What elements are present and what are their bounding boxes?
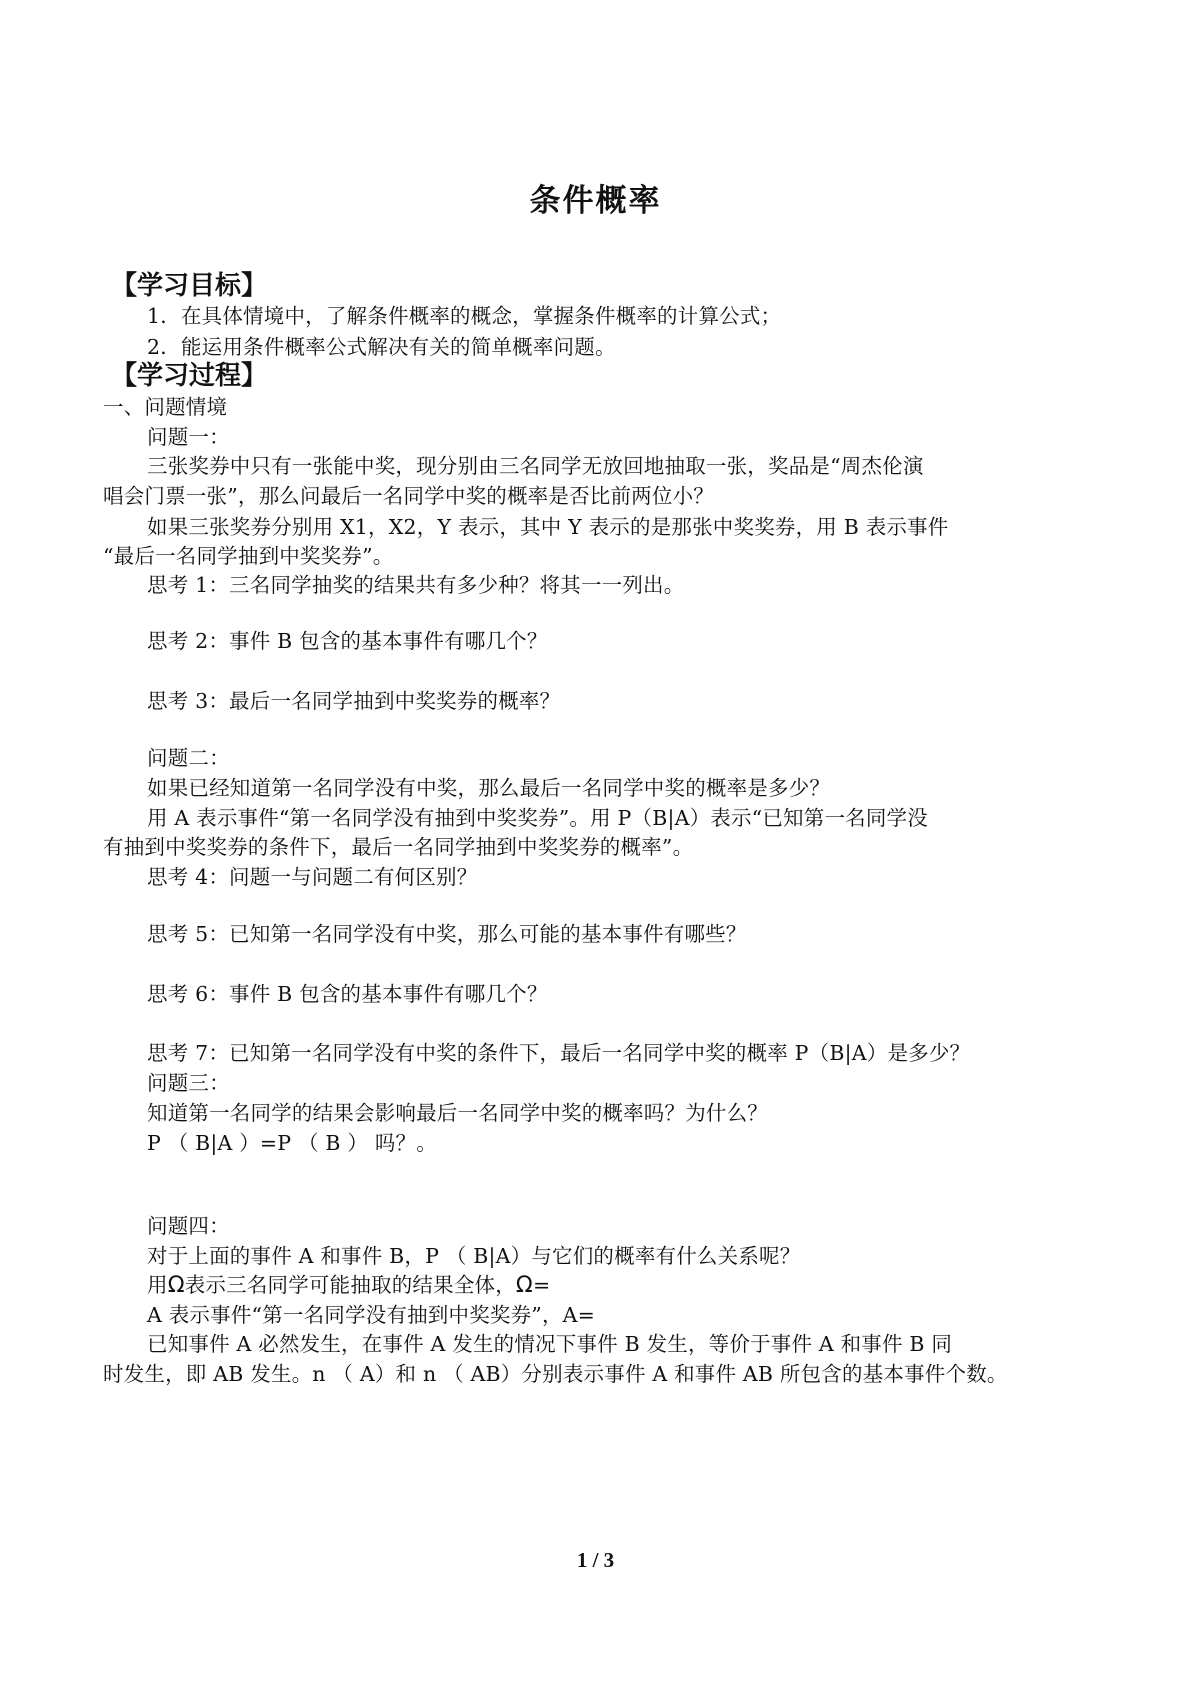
problem-label-2: 问题二： [147,746,230,770]
paragraph-line: “最后一名同学抽到中奖奖券”。 [103,544,394,568]
event-a-definition: A 表示事件“第一名同学没有抽到中奖奖券”，A= [147,1303,596,1327]
paragraph-line: 对于上面的事件 A 和事件 B，P （ B|A）与它们的概率有什么关系呢？ [147,1244,801,1268]
problem-label-4: 问题四： [147,1214,230,1238]
section-heading-goals: 【学习目标】 [111,271,268,301]
paragraph-line: 有抽到中奖奖券的条件下，最后一名同学抽到中奖奖券的概率”。 [103,835,694,859]
omega-equals: = [532,1273,551,1297]
omega-prefix: 用 [147,1273,168,1297]
thinking-question-1: 思考 1：三名同学抽奖的结果共有多少种？将其一一列出。 [147,573,685,597]
paragraph-line: 已知事件 A 必然发生，在事件 A 发生的情况下事件 B 发生，等价于事件 A 和事件 B 同 [147,1332,953,1356]
paragraph-line: 唱会门票一张”，那么问最后一名同学中奖的概率是否比前两位小？ [103,484,714,508]
thinking-question-6: 思考 6：事件 B 包含的基本事件有哪几个？ [147,982,548,1006]
paragraph-line: 用 A 表示事件“第一名同学没有抽到中奖奖券”。用 P（B|A）表示“已知第一名同学没 [147,806,928,830]
page-number: 1 / 3 [576,1548,615,1572]
paragraph-line: 三张奖券中只有一张能中奖，现分别由三名同学无放回地抽取一张，奖品是“周杰伦演 [147,454,924,478]
paragraph-line: 知道第一名同学的结果会影响最后一名同学中奖的概率吗？为什么？ [147,1101,768,1125]
thinking-question-7: 思考 7：已知第一名同学没有中奖的条件下，最后一名同学中奖的概率 P（B|A）是多少？ [147,1041,971,1065]
thinking-question-5: 思考 5：已知第一名同学没有中奖，那么可能的基本事件有哪些？ [147,922,747,946]
paragraph-line: 如果三张奖券分别用 X1，X2，Y 表示，其中 Y 表示的是那张中奖奖券，用 B 表示事件 [147,515,949,539]
thinking-question-3: 思考 3：最后一名同学抽到中奖奖券的概率？ [147,689,561,713]
paragraph-line: 如果已经知道第一名同学没有中奖，那么最后一名同学中奖的概率是多少？ [147,776,831,800]
thinking-question-4: 思考 4：问题一与问题二有何区别？ [147,865,478,889]
section-heading-process: 【学习过程】 [111,361,268,391]
omega-text: 表示三名同学可能抽取的结果全体， [184,1273,516,1297]
page-title: 条件概率 [529,183,662,219]
formula-line: P （ B|A ）=P （ B ） 吗？。 [147,1131,437,1155]
goal-item-1: 1．在具体情境中，了解条件概率的概念，掌握条件概率的计算公式； [147,304,782,328]
omega-symbol: Ω [167,1273,185,1298]
thinking-question-2: 思考 2：事件 B 包含的基本事件有哪几个？ [147,629,548,653]
omega-definition-line [147,1268,550,1298]
subsection-heading: 一、问题情境 [103,395,228,419]
problem-label-1: 问题一： [147,425,230,449]
omega-symbol: Ω [515,1273,533,1298]
goal-item-2: 2．能运用条件概率公式解决有关的简单概率问题。 [147,335,616,359]
problem-label-3: 问题三： [147,1071,230,1095]
paragraph-line: 时发生，即 AB 发生。n （ A）和 n （ AB）分别表示事件 A 和事件 AB 所包含的基本事件个数。 [103,1362,1008,1386]
